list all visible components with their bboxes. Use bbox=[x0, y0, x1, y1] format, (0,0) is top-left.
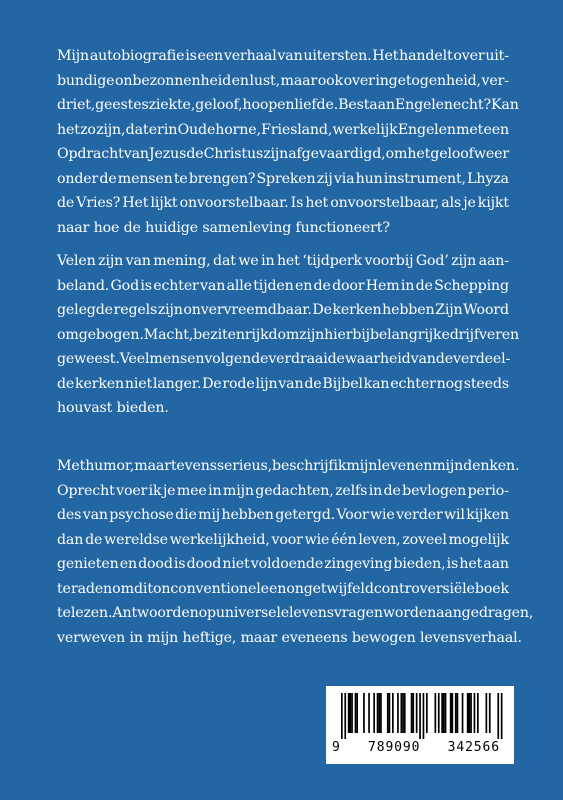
text-line: naar hoe de huidige samenleving functioneert? bbox=[57, 219, 390, 236]
barcode-bar bbox=[411, 693, 413, 733]
text-line: Mijn autobiografie is een verhaal van uitersten. Het handelt over uit- bbox=[57, 48, 509, 64]
text-line: houvast bieden. bbox=[57, 400, 169, 417]
barcode-bar bbox=[377, 693, 379, 733]
barcode-bar bbox=[467, 693, 469, 733]
barcode-bar bbox=[404, 693, 406, 733]
text-line: des van psychose die mij hebben getergd. Voor wie verder wil kijken bbox=[57, 507, 509, 524]
text-line: driet, geestesziekte, geloof, hoop en liefde. Bestaan Engelen echt? Kan bbox=[57, 97, 519, 114]
barcode-number: 9 789090 342566 bbox=[332, 740, 500, 755]
barcode-bar bbox=[445, 693, 447, 733]
blurb-paragraph-3 bbox=[57, 454, 534, 650]
barcode-bar bbox=[455, 693, 457, 733]
barcode-bar bbox=[497, 693, 499, 739]
barcode-bar bbox=[489, 693, 491, 733]
barcode-bar bbox=[438, 693, 440, 733]
text-line: Met humor, maar tevens serieus, beschrijf ik mijn leven en mijn denken. bbox=[57, 458, 520, 474]
text-line: Oprecht voer ik je mee in mijn gedachten, zelfs in de bevlogen perio- bbox=[57, 482, 509, 499]
barcode-bar bbox=[380, 693, 382, 733]
barcode-bar bbox=[462, 693, 464, 733]
barcode-bar bbox=[435, 693, 437, 733]
text-line: verweven in mijn heftige, maar eveneens bewogen levensverhaal. bbox=[57, 629, 522, 646]
text-line: de Vries? Het lijkt onvoorstelbaar. Is het onvoorstelbaar, als je kijkt bbox=[57, 195, 509, 212]
barcode-bar bbox=[401, 693, 403, 733]
text-line: dan de wereldse werkelijkheid, voor wie één leven, zoveel mogelijk bbox=[57, 531, 509, 548]
barcode-bar bbox=[457, 693, 459, 733]
text-line: beland. God is echter van alle tijden en de door Hem in de Schepping bbox=[57, 277, 509, 294]
barcode-bar bbox=[368, 693, 370, 733]
text-line: genieten en dood is dood niet voldoende zingeving bieden, is het aan bbox=[57, 556, 509, 573]
text-line: onder de mensen te brengen? Spreken zij via hun instrument, Lhyza bbox=[57, 170, 509, 187]
barcode-bar bbox=[402, 693, 404, 733]
barcode-bar bbox=[477, 693, 479, 733]
text-line: Opdracht van Jezus de Christus zijn afgevaardigd, om het geloof weer bbox=[57, 146, 509, 163]
text-line: gelegde regels zijn onvervreemdbaar. De kerken hebben Zijn Woord bbox=[57, 302, 509, 319]
barcode-bar bbox=[392, 693, 394, 733]
text-line: te raden om dit onconventionele en ongetwijfeld controversiële boek bbox=[57, 580, 509, 597]
text-line: Velen zijn van mening, dat we in het ‘tijdperk voorbij God’ zijn aan- bbox=[57, 253, 509, 269]
barcode-bar bbox=[470, 693, 472, 733]
barcode-bar bbox=[344, 693, 346, 739]
barcode-bar bbox=[356, 693, 358, 733]
barcode-bar bbox=[450, 693, 452, 733]
barcode-bar bbox=[469, 693, 471, 733]
barcode-bar bbox=[389, 693, 391, 733]
blurb-paragraph-2 bbox=[57, 249, 519, 421]
barcode-bar bbox=[350, 693, 352, 733]
barcode-bar bbox=[412, 693, 414, 733]
barcode-bar bbox=[423, 693, 425, 739]
barcode-bar bbox=[341, 693, 343, 739]
barcode-bar bbox=[363, 693, 365, 733]
barcode-bars bbox=[327, 687, 513, 739]
barcode-bar bbox=[378, 693, 380, 733]
text-line: het zo zijn, dat er in Oudehorne, Friesland, werkelijk Engelen met een bbox=[57, 121, 509, 138]
blurb-paragraph-1 bbox=[57, 44, 519, 240]
barcode-bar bbox=[348, 693, 350, 733]
barcode-bar bbox=[486, 693, 488, 733]
barcode-bar bbox=[351, 693, 353, 733]
isbn-barcode bbox=[326, 686, 514, 764]
text-line: geweest. Veel mensen volgen de verdraaide waarheid van de verdeel- bbox=[57, 351, 511, 368]
barcode-bar bbox=[355, 693, 357, 733]
barcode-bar bbox=[426, 693, 428, 733]
barcode-bar bbox=[419, 693, 421, 739]
barcode-bar bbox=[441, 693, 443, 733]
barcode-bar bbox=[474, 693, 476, 733]
text-line: de kerken niet langer. De rode lijn van de Bijbel kan echter nog steeds bbox=[57, 375, 509, 392]
barcode-bar bbox=[452, 693, 454, 733]
barcode-bar bbox=[397, 693, 399, 733]
barcode-bar bbox=[501, 693, 503, 739]
barcode-bar bbox=[416, 693, 418, 733]
text-line: bundige onbezonnenheid en lust, maar ook over ingetogenheid, ver- bbox=[57, 72, 509, 89]
barcode-bar bbox=[387, 693, 389, 733]
text-line: omgebogen. Macht, bezit en rijkdom zijn hierbij belangrijke drijfveren bbox=[57, 326, 519, 343]
barcode-bar bbox=[373, 693, 375, 733]
barcode-bar bbox=[443, 693, 445, 733]
text-line: te lezen. Antwoorden op universele levensvragen worden aangedragen, bbox=[57, 605, 534, 622]
